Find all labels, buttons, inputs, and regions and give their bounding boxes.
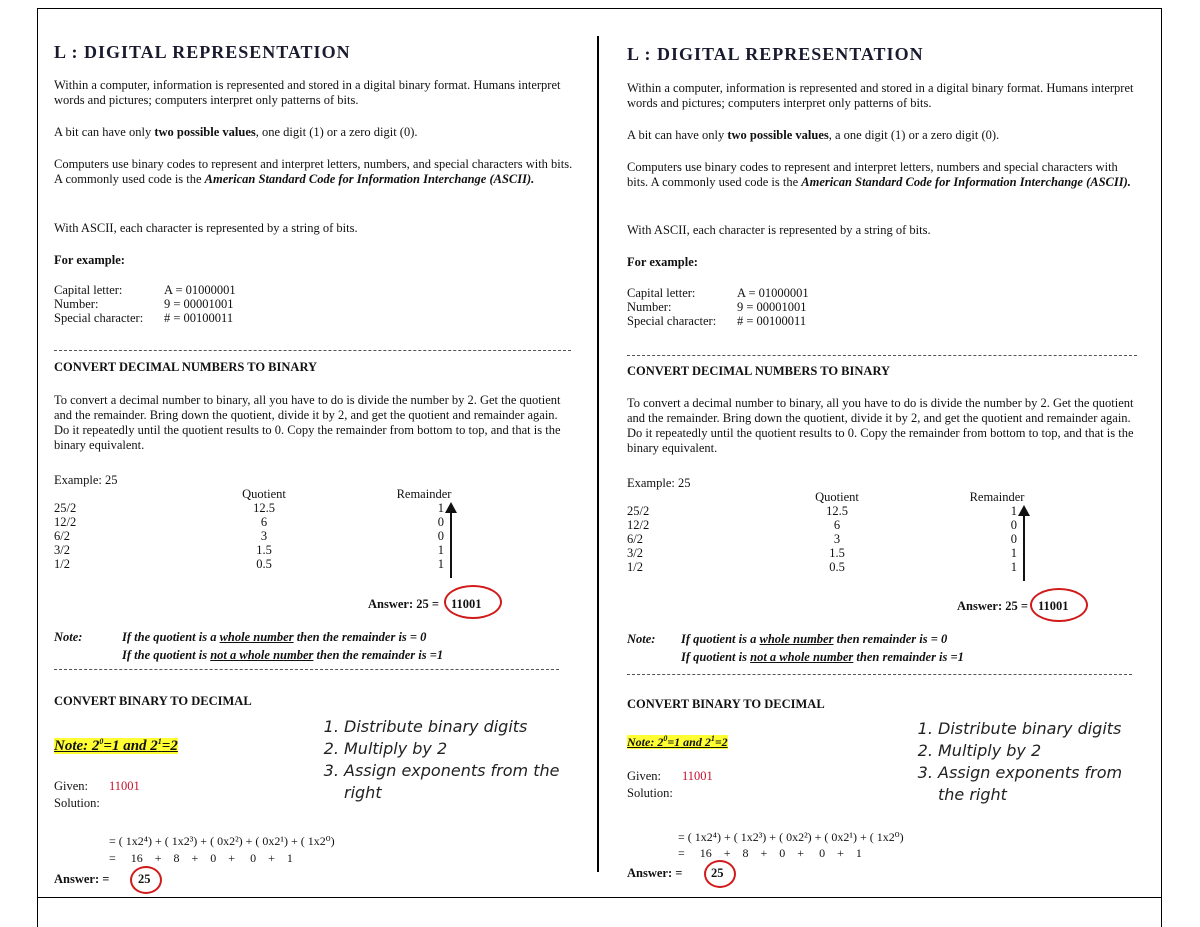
ascii-paragraph: With ASCII, each character is represented by a string of bits. [627, 223, 931, 237]
right-page [627, 0, 1147, 927]
division-cell: 25/2 [627, 504, 650, 518]
remainder-cell: 1 [1010, 546, 1017, 560]
remainder-cell: 0 [1010, 532, 1017, 546]
up-arrow-icon [1023, 511, 1025, 581]
given-label: Given: [54, 779, 89, 793]
note-line-2: If quotient is not a whole number then remainder is =1 [681, 650, 964, 664]
final-answer-value: 25 [711, 866, 724, 880]
example-label: Example: 25 [54, 473, 118, 487]
final-answer-value: 25 [138, 872, 151, 886]
quotient-cell: 0.5 [256, 557, 272, 571]
step-item: 1. Distribute binary digits [344, 716, 566, 738]
value-line: = 16 + 8 + 0 + 0 + 1 [109, 851, 293, 865]
note-line-1: If the quotient is a whole number then the remainder is = 0 [122, 630, 427, 644]
section-divider [627, 355, 1137, 356]
quotient-cell: 0.5 [829, 560, 845, 574]
convert-paragraph: To convert a decimal number to binary, all you have to do is divide the number by 2. Get the quotient and the remainder. Bring down the quotient, divide it by 2, and get the quotient and remainder again. Do it repeatedly until the quotient results to 0. Copy the remainder from bottom to top, and that is the binary equivalent. [54, 393, 561, 452]
example-label: Special character: [54, 311, 144, 325]
steps-list [910, 718, 1147, 806]
division-cell: 6/2 [627, 532, 643, 546]
final-answer-label: Answer: = [627, 866, 683, 880]
example-label: Special character: [627, 314, 717, 328]
example-label: Capital letter: [627, 286, 696, 300]
section-divider [627, 674, 1132, 675]
codes-paragraph: Computers use binary codes to represent and interpret letters, numbers, and special characters with bits. A commonly used code is the American Standard Code for Information Interchange (ASCII). [54, 157, 573, 186]
remainder-cell: 0 [1010, 518, 1017, 532]
quotient-cell: 12.5 [826, 504, 848, 518]
final-answer-circle [704, 860, 736, 888]
remainder-cell: 1 [437, 543, 444, 557]
quotient-header: Quotient [242, 487, 286, 501]
arrowhead-icon [445, 502, 457, 513]
for-example-label: For example: [627, 255, 698, 269]
remainder-cell: 1 [1010, 504, 1017, 518]
left-page [54, 0, 584, 927]
section-heading-bin-to-dec: CONVERT BINARY TO DECIMAL [54, 694, 252, 708]
step-item: 1. Distribute binary digits [938, 718, 1147, 740]
remainder-cell: 1 [437, 557, 444, 571]
quotient-cell: 3 [833, 532, 841, 546]
quotient-cell: 1.5 [256, 543, 272, 557]
step-item: 2. Multiply by 2 [344, 738, 566, 760]
division-cell: 12/2 [54, 515, 77, 529]
quotient-header: Quotient [815, 490, 859, 504]
value-line: = 16 + 8 + 0 + 0 + 1 [678, 846, 862, 860]
division-cell: 12/2 [627, 518, 650, 532]
example-label: Number: [54, 297, 99, 311]
bit-paragraph: A bit can have only two possible values, a one digit (1) or a zero digit (0). [627, 128, 1000, 142]
note-label: Note: [627, 632, 656, 646]
division-cell: 3/2 [627, 546, 643, 560]
up-arrow-icon [450, 508, 452, 578]
intro-paragraph: Within a computer, information is represented and stored in a digital binary format. Humans interpret words and pictures; computers interpret only patterns of bits. [627, 81, 1134, 110]
division-cell: 6/2 [54, 529, 70, 543]
bit-paragraph: A bit can have only two possible values, one digit (1) or a zero digit (0). [54, 125, 418, 139]
final-answer-circle [130, 866, 162, 894]
codes-paragraph: Computers use binary codes to represent and interpret letters, numbers and special characters with bits. A commonly used code is the American Standard Code for Information Interchange (ASCII). [627, 160, 1131, 189]
section-divider [54, 669, 559, 670]
example-value: # = 00100011 [164, 311, 234, 325]
intro-paragraph: Within a computer, information is represented and stored in a digital binary format. Humans interpret words and pictures; computers interpret only patterns of bits. [54, 78, 561, 107]
remainder-header: Remainder [396, 487, 452, 501]
division-table [54, 487, 454, 579]
given-label: Given: [627, 769, 662, 783]
quotient-cell: 1.5 [829, 546, 845, 560]
final-answer-label: Answer: = [54, 872, 110, 886]
division-cell: 1/2 [54, 557, 70, 571]
for-example-label: For example: [54, 253, 125, 267]
given-value: 11001 [682, 769, 713, 783]
column-divider [597, 36, 599, 872]
page-border-left [37, 8, 38, 927]
division-cell: 25/2 [54, 501, 77, 515]
division-cell: 3/2 [54, 543, 70, 557]
division-table [627, 490, 1027, 582]
step-item: 3. Assign exponents from the right [938, 762, 1147, 806]
quotient-cell: 6 [260, 515, 268, 529]
note-label: Note: [54, 630, 83, 644]
note-line-1: If quotient is a whole number then remainder is = 0 [681, 632, 948, 646]
solution-label: Solution: [627, 786, 673, 800]
page-border-right [1161, 8, 1162, 927]
section-heading-bin-to-dec: CONVERT BINARY TO DECIMAL [627, 697, 825, 711]
answer-circle [444, 585, 502, 619]
page-title: L : DIGITAL REPRESENTATION [627, 44, 924, 64]
example-label: Capital letter: [54, 283, 123, 297]
highlighted-note: Note: $2^0=1$ and $2^1=2$ [54, 737, 178, 754]
section-heading-dec-to-bin: CONVERT DECIMAL NUMBERS TO BINARY [54, 360, 318, 374]
answer-value: 11001 [1038, 599, 1069, 613]
answer-value: 11001 [451, 597, 482, 611]
answer-label: Answer: 25 = [368, 597, 440, 611]
quotient-cell: 6 [833, 518, 841, 532]
note-line-2: If the quotient is not a whole number then the remainder is =1 [122, 648, 444, 662]
example-value: 9 = 00001001 [737, 300, 807, 314]
expansion-line: = ( 1x2⁴) + ( 1x2³) + ( 0x2²) + ( 0x2¹) + ( 1x2⁰) [678, 830, 904, 844]
highlighted-note: Note: $2^0=1$ and $2^1=2$ [627, 734, 728, 749]
example-label: Example: 25 [627, 476, 691, 490]
remainder-cell: 0 [437, 529, 444, 543]
ascii-examples [627, 286, 877, 331]
section-heading-dec-to-bin: CONVERT DECIMAL NUMBERS TO BINARY [627, 364, 891, 378]
answer-label: Answer: 25 = [957, 599, 1029, 613]
ascii-paragraph: With ASCII, each character is represented by a string of bits. [54, 221, 358, 235]
example-value: A = 01000001 [737, 286, 809, 300]
remainder-cell: 0 [437, 515, 444, 529]
expansion-line: = ( 1x2⁴) + ( 1x2³) + ( 0x2²) + ( 0x2¹) + ( 1x2⁰) [109, 834, 335, 848]
division-cell: 1/2 [627, 560, 643, 574]
steps-list [316, 716, 566, 804]
convert-paragraph: To convert a decimal number to binary, all you have to do is divide the number by 2. Get the quotient and the remainder. Bring down the quotient, divide it by 2, and get the quotient and remainder again. Do it repeatedly until the quotient results to 0. Copy the remainder from bottom to top, and that is the binary equivalent. [627, 396, 1134, 455]
quotient-cell: 12.5 [253, 501, 275, 515]
section-divider [54, 350, 571, 351]
remainder-cell: 1 [437, 501, 444, 515]
page-title: L : DIGITAL REPRESENTATION [54, 42, 351, 62]
arrowhead-icon [1018, 505, 1030, 516]
example-label: Number: [627, 300, 672, 314]
remainder-cell: 1 [1010, 560, 1017, 574]
step-item: 2. Multiply by 2 [938, 740, 1147, 762]
given-value: 11001 [109, 779, 140, 793]
solution-label: Solution: [54, 796, 100, 810]
step-item: 3. Assign exponents from the right [344, 760, 566, 804]
quotient-cell: 3 [260, 529, 268, 543]
example-value: # = 00100011 [737, 314, 807, 328]
example-value: A = 01000001 [164, 283, 236, 297]
answer-circle [1030, 588, 1088, 622]
remainder-header: Remainder [969, 490, 1025, 504]
example-value: 9 = 00001001 [164, 297, 234, 311]
ascii-examples [54, 283, 304, 328]
